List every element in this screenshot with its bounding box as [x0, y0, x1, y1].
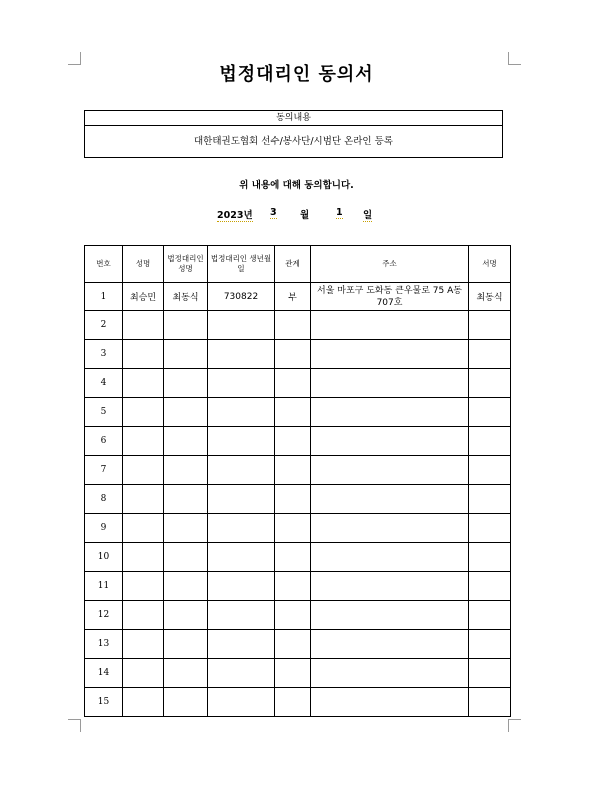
name-cell[interactable]	[123, 456, 164, 485]
row-number-cell: 14	[85, 659, 123, 688]
guardian-name-cell[interactable]	[164, 398, 208, 427]
consent-content-box	[84, 110, 503, 158]
row-number-cell: 11	[85, 572, 123, 601]
name-cell[interactable]	[123, 543, 164, 572]
relation-cell[interactable]	[275, 514, 311, 543]
guardian-birthdate-cell[interactable]	[208, 427, 275, 456]
table-row	[85, 543, 511, 572]
relation-cell[interactable]	[275, 398, 311, 427]
guardian-birthdate-cell[interactable]	[208, 630, 275, 659]
name-cell[interactable]	[123, 514, 164, 543]
relation-cell[interactable]	[275, 340, 311, 369]
guardian-birthdate-cell[interactable]	[208, 601, 275, 630]
guardian-name-cell[interactable]	[164, 659, 208, 688]
date-month[interactable]: 3	[270, 207, 277, 218]
row-number-cell: 10	[85, 543, 123, 572]
guardian-birthdate-cell[interactable]	[208, 456, 275, 485]
table-row	[85, 659, 511, 688]
name-cell[interactable]	[123, 601, 164, 630]
table-row	[85, 283, 511, 311]
relation-cell[interactable]	[275, 688, 311, 717]
signature-cell[interactable]	[469, 601, 511, 630]
guardian-name-cell[interactable]	[164, 630, 208, 659]
guardian-name-cell[interactable]	[164, 427, 208, 456]
header-name: 성명	[123, 246, 164, 283]
row-number-cell: 2	[85, 311, 123, 340]
header-guardian-name: 법정대리인 성명	[164, 246, 208, 283]
table-row	[85, 456, 511, 485]
relation-cell[interactable]	[275, 630, 311, 659]
relation-cell[interactable]	[275, 601, 311, 630]
row-number-cell: 13	[85, 630, 123, 659]
name-cell[interactable]	[123, 340, 164, 369]
guardian-name-cell[interactable]	[164, 572, 208, 601]
address-cell[interactable]: 서울 마포구 도화동 큰우물로 75 A동 707호	[311, 283, 469, 311]
table-row	[85, 572, 511, 601]
guardian-name-cell[interactable]	[164, 369, 208, 398]
table-row	[85, 369, 511, 398]
table-row	[85, 601, 511, 630]
row-number-cell: 4	[85, 369, 123, 398]
signature-cell[interactable]	[469, 369, 511, 398]
signature-cell[interactable]	[469, 572, 511, 601]
header-address: 주소	[311, 246, 469, 283]
row-number-cell: 1	[85, 283, 123, 311]
header-relation: 관계	[275, 246, 311, 283]
address-cell[interactable]	[311, 514, 469, 543]
address-cell[interactable]	[311, 398, 469, 427]
page-corner-mark	[508, 719, 521, 732]
name-cell[interactable]	[123, 427, 164, 456]
guardian-birthdate-cell[interactable]	[208, 485, 275, 514]
signature-cell[interactable]	[469, 543, 511, 572]
guardian-birthdate-cell[interactable]	[208, 688, 275, 717]
relation-cell[interactable]	[275, 369, 311, 398]
table-row	[85, 398, 511, 427]
address-cell[interactable]	[311, 630, 469, 659]
document-title: 법정대리인 동의서	[219, 64, 374, 85]
address-cell[interactable]	[311, 369, 469, 398]
guardian-name-cell[interactable]	[164, 311, 208, 340]
name-cell[interactable]	[123, 630, 164, 659]
guardian-name-cell[interactable]	[164, 543, 208, 572]
guardian-name-cell[interactable]	[164, 688, 208, 717]
signature-cell[interactable]	[469, 659, 511, 688]
relation-cell[interactable]	[275, 543, 311, 572]
signature-cell[interactable]	[469, 630, 511, 659]
signature-cell[interactable]	[469, 398, 511, 427]
table-row	[85, 630, 511, 659]
table-row	[85, 485, 511, 514]
signature-cell[interactable]	[469, 485, 511, 514]
guardian-birthdate-cell[interactable]: 730822	[208, 283, 275, 311]
relation-cell[interactable]	[275, 311, 311, 340]
agreement-statement: 위 내용에 대해 동의합니다.	[239, 180, 354, 191]
address-cell[interactable]	[311, 340, 469, 369]
consent-body-text[interactable]: 대한태권도협회 선수/봉사단/시범단 온라인 등록	[193, 136, 393, 147]
signature-cell[interactable]	[469, 456, 511, 485]
row-number-cell: 12	[85, 601, 123, 630]
row-number-cell: 15	[85, 688, 123, 717]
guardian-birthdate-cell[interactable]	[208, 659, 275, 688]
guardian-birthdate-cell[interactable]	[208, 369, 275, 398]
name-cell[interactable]	[123, 659, 164, 688]
row-number-cell: 9	[85, 514, 123, 543]
relation-cell[interactable]	[275, 659, 311, 688]
signature-cell[interactable]	[469, 688, 511, 717]
address-cell[interactable]	[311, 601, 469, 630]
relation-cell[interactable]	[275, 427, 311, 456]
guardian-name-cell[interactable]	[164, 456, 208, 485]
table-header-row	[85, 246, 511, 283]
signature-cell[interactable]: 최동식	[469, 283, 511, 311]
row-number-cell: 5	[85, 398, 123, 427]
guardian-name-cell[interactable]	[164, 514, 208, 543]
address-cell[interactable]	[311, 572, 469, 601]
address-cell[interactable]	[311, 688, 469, 717]
name-cell[interactable]	[123, 311, 164, 340]
guardian-name-cell[interactable]	[164, 340, 208, 369]
address-cell[interactable]	[311, 485, 469, 514]
guardian-consent-table	[84, 245, 511, 717]
relation-cell[interactable]: 부	[275, 283, 311, 311]
address-cell[interactable]	[311, 427, 469, 456]
guardian-birthdate-cell[interactable]	[208, 398, 275, 427]
name-cell[interactable]	[123, 369, 164, 398]
relation-cell[interactable]	[275, 456, 311, 485]
name-cell[interactable]	[123, 398, 164, 427]
signature-cell[interactable]	[469, 514, 511, 543]
guardian-name-cell[interactable]: 최동식	[164, 283, 208, 311]
row-number-cell: 6	[85, 427, 123, 456]
table-row	[85, 311, 511, 340]
name-cell[interactable]	[123, 485, 164, 514]
header-signature: 서명	[469, 246, 511, 283]
date-year[interactable]: 2023년	[217, 207, 253, 222]
name-cell[interactable]	[123, 572, 164, 601]
signature-cell[interactable]	[469, 427, 511, 456]
date-day[interactable]: 1	[336, 207, 343, 218]
address-cell[interactable]	[311, 456, 469, 485]
table-row	[85, 340, 511, 369]
row-number-cell: 8	[85, 485, 123, 514]
guardian-birthdate-cell[interactable]	[208, 543, 275, 572]
guardian-name-cell[interactable]	[164, 601, 208, 630]
date-day-unit: 일	[363, 207, 372, 222]
address-cell[interactable]	[311, 543, 469, 572]
address-cell[interactable]	[311, 659, 469, 688]
header-guardian-birthdate: 법정대리인 생년월일	[208, 246, 275, 283]
row-number-cell: 3	[85, 340, 123, 369]
guardian-name-cell[interactable]	[164, 485, 208, 514]
header-number: 번호	[85, 246, 123, 283]
relation-cell[interactable]	[275, 572, 311, 601]
address-cell[interactable]	[311, 311, 469, 340]
date-month-unit: 월	[300, 210, 310, 221]
table-row	[85, 688, 511, 717]
name-cell[interactable]: 최승민	[123, 283, 164, 311]
guardian-birthdate-cell[interactable]	[208, 340, 275, 369]
guardian-birthdate-cell[interactable]	[208, 311, 275, 340]
row-number-cell: 7	[85, 456, 123, 485]
consent-header: 동의내용	[85, 111, 502, 126]
signature-cell[interactable]	[469, 311, 511, 340]
relation-cell[interactable]	[275, 485, 311, 514]
guardian-birthdate-cell[interactable]	[208, 514, 275, 543]
signature-cell[interactable]	[469, 340, 511, 369]
table-row	[85, 514, 511, 543]
name-cell[interactable]	[123, 688, 164, 717]
guardian-birthdate-cell[interactable]	[208, 572, 275, 601]
page-corner-mark	[68, 719, 81, 732]
table-row	[85, 427, 511, 456]
